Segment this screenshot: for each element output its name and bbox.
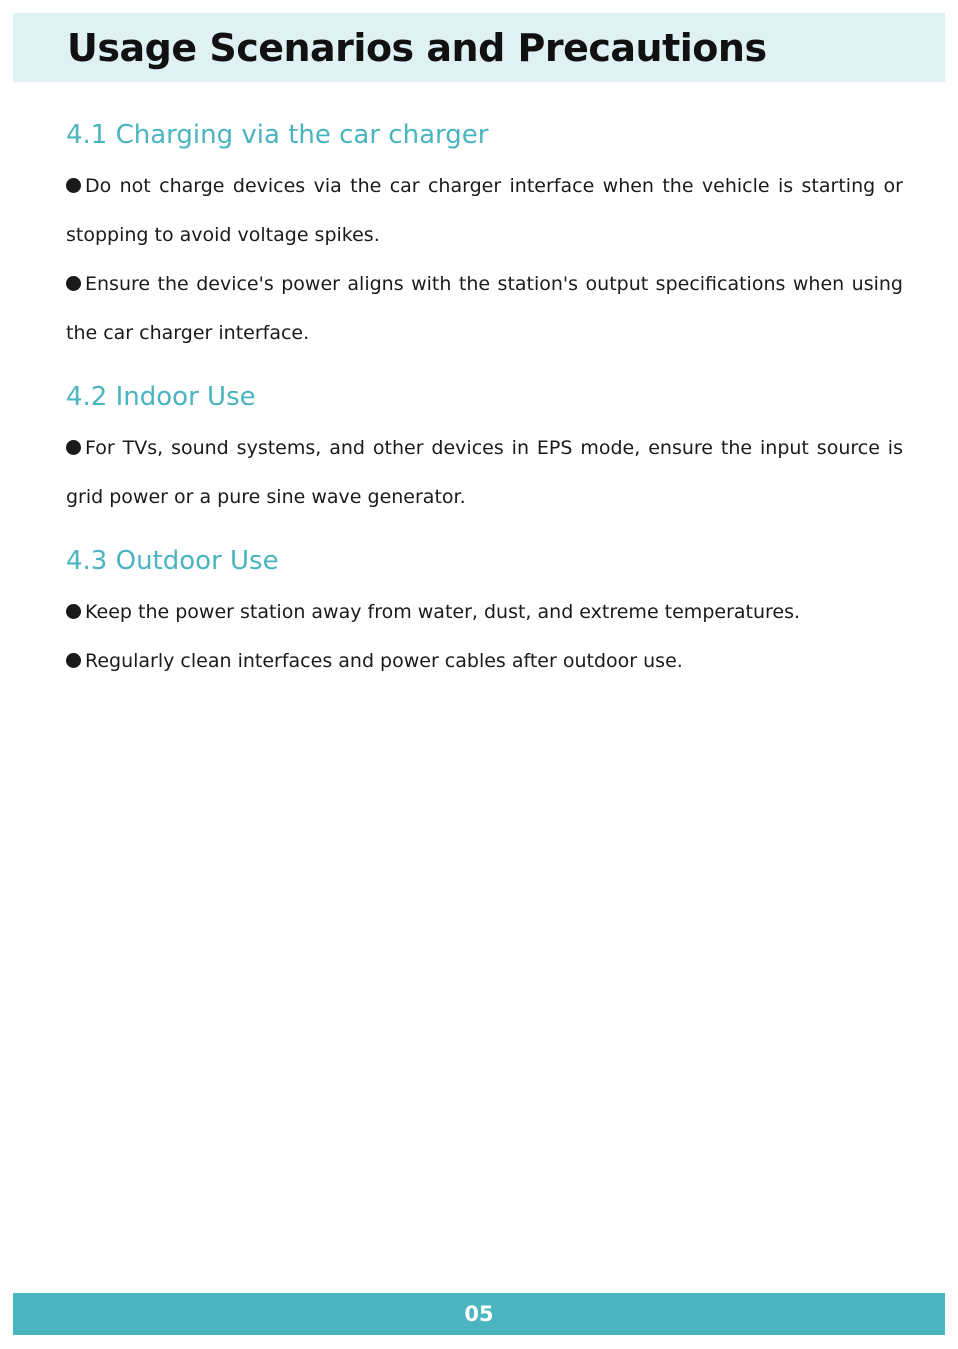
section-car-charger [66, 108, 903, 358]
bullet-item [66, 162, 903, 260]
bullet-dot-icon [66, 604, 81, 619]
bullet-item-text: Keep the power station away from water, dust, and extreme temperatures. [85, 601, 801, 623]
page-content [66, 108, 903, 686]
bullet-item-text: Ensure the device's power aligns with the station's output specifications when using the car charger interface. [66, 273, 903, 344]
section-indoor-use [66, 370, 903, 522]
footer-bar [13, 1293, 945, 1335]
section-heading: 4.3 Outdoor Use [66, 546, 279, 576]
section-outdoor-use [66, 534, 903, 686]
page-title: Usage Scenarios and Precautions [67, 26, 767, 70]
bullet-dot-icon [66, 178, 81, 193]
bullet-item-text: Regularly clean interfaces and power cables after outdoor use. [85, 650, 683, 672]
bullet-item [66, 637, 903, 686]
bullet-item-text: For TVs, sound systems, and other devices in EPS mode, ensure the input source is grid power or a pure sine wave generator. [66, 437, 903, 508]
bullet-dot-icon [66, 276, 81, 291]
section-heading: 4.1 Charging via the car charger [66, 120, 489, 150]
bullet-item-text: Do not charge devices via the car charger interface when the vehicle is starting or stopping to avoid voltage spikes. [66, 175, 903, 246]
bullet-item [66, 588, 903, 637]
section-heading: 4.2 Indoor Use [66, 382, 256, 412]
bullet-dot-icon [66, 440, 81, 455]
bullet-dot-icon [66, 653, 81, 668]
bullet-item [66, 424, 903, 522]
page-number: 05 [464, 1302, 494, 1326]
bullet-item [66, 260, 903, 358]
title-banner [13, 13, 945, 82]
